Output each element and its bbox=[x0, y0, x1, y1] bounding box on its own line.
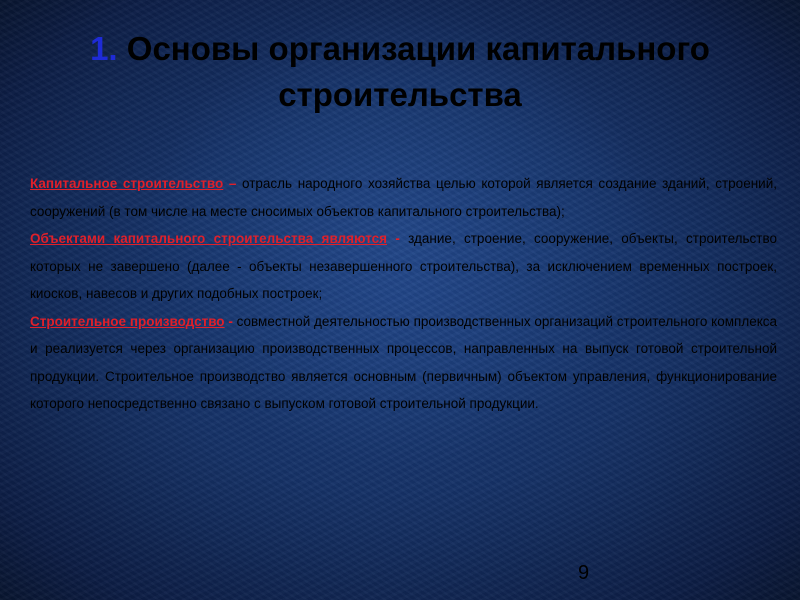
slide-title bbox=[40, 26, 760, 118]
definition-term: Капитальное строительство bbox=[30, 176, 224, 191]
definition-term: Объектами капитального строительства являются bbox=[30, 231, 388, 246]
definition-paragraph bbox=[30, 170, 777, 225]
definition-text: совместной деятельностью производственных организаций строительного комплекса и реализуется через организацию производственных процессов, направленных на выпуск готовой строительной продукции. Строительное производство является основным (первичным) объектом управления, функционирование которого непосредственно связано с выпуском готовой строительной продукции. bbox=[30, 313, 778, 411]
definition-separator: - bbox=[224, 313, 237, 329]
slide-body bbox=[30, 170, 777, 418]
definition-paragraph bbox=[30, 308, 777, 418]
definition-separator: – bbox=[223, 176, 243, 191]
slide-title-text: Основы организации капитального строительства bbox=[126, 30, 710, 113]
slide-title-number: 1. bbox=[90, 30, 118, 67]
page-number: 9 bbox=[578, 562, 590, 584]
definition-separator: - bbox=[387, 231, 409, 246]
definition-term: Строительное производство bbox=[30, 313, 225, 329]
definition-text: отрасль народного хозяйства целью которой является создание зданий, строений, сооружений (в том числе на месте сносимых объектов капитального строительства); bbox=[30, 176, 777, 219]
definition-text: здание, строение, сооружение, объекты, строительство которых не завершено (далее - объекты незавершенного строительства), за исключением временных построек, киосков, навесов и других подобных построек; bbox=[30, 231, 777, 301]
definition-paragraph bbox=[30, 225, 777, 308]
